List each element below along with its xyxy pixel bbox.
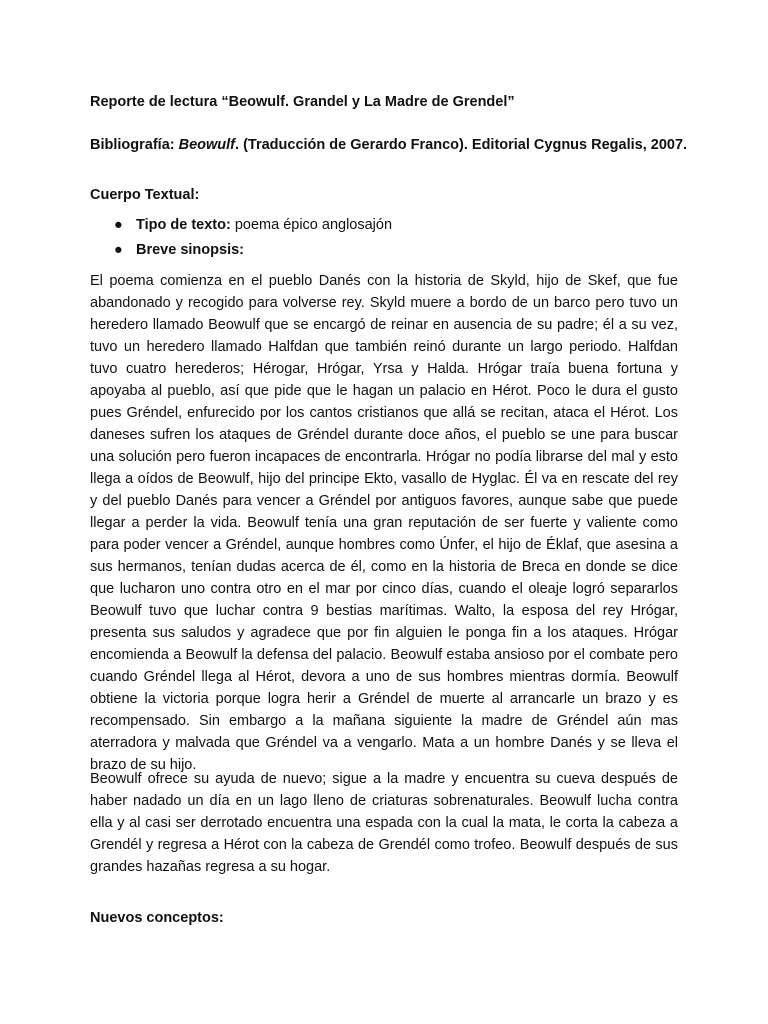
bullet-dot-icon: ● [114, 242, 123, 258]
bullet-dot-icon: ● [114, 217, 123, 233]
bullet-label: Breve sinopsis: [136, 242, 244, 258]
bibliography-details: . (Traducción de Gerardo Franco). Editorial Cygnus Regalis, 2007. [235, 137, 688, 153]
bibliography-line [90, 137, 687, 153]
bibliography-book-title: Beowulf [178, 137, 236, 153]
bibliography-label: Bibliografía: [90, 137, 175, 153]
document-title: Reporte de lectura “Beowulf. Grandel y La Madre de Grendel” [90, 94, 515, 110]
bullet-item-breve-sinopsis [90, 241, 392, 266]
synopsis-paragraph-1: El poema comienza en el pueblo Danés con la historia de Skyld, hijo de Skef, que fue abandonado y recogido para volverse rey. Skyld muere a bordo de un barco pero tuvo un heredero llamado Beowulf que se encargó de reinar en ausencia de su padre; él a su vez, tuvo un heredero llamado Halfdan que también reinó durante un largo periodo. Halfdan tuvo cuatro herederos; Hérogar, Hrógar, Yrsa y Halda. Hrógar traía buena fortuna y apoyaba al pueblo, así que pide que le hagan un palacio en Hérot. Poco le dura el gusto pues Gréndel, enfurecido por los cantos cristianos que allá se recitan, ataca el Hérot. Los daneses sufren los ataques de Gréndel durante doce años, el pueblo se une para buscar una solución pero fueron incapaces de encontrarla. Hrógar no podía librarse del mal y esto llega a oídos de Beowulf, hijo del principe Ekto, vasallo de Hyglac. Él va en rescate del rey y del pueblo Danés para vencer a Gréndel por antiguos favores, aunque sabe que puede llegar a perder la vida. Beowulf tenía una gran reputación de ser fuerte y valiente como para poder vencer a Gréndel, aunque hombres como Únfer, el hijo de Éklaf, que asesina a sus hermanos, tenían dudas acerca de él, como en la historia de Breca en donde se dice que lucharon uno contra otro en el mar por cinco días, cuando el oleaje logró separarlos Beowulf tuvo que luchar contra 9 bestias marítimas. Walto, la esposa del rey Hrógar, presenta sus saludos y agradece que por fin alguien le ponga fin a los ataques. Hrógar encomienda a Beowulf la defensa del palacio. Beowulf estaba ansioso por el combate pero cuando Gréndel llega al Hérot, devora a uno de sus hombres mientras dormía. Beowulf obtiene la victoria porque logra herir a Gréndel de muerte al arrancarle un brazo y es recompensado. Sin embargo a la mañana siguiente la madre de Gréndel aún mas aterradora y malvada que Gréndel va a vengarlo. Mata a un hombre Danés y se lleva el brazo de su hijo. [90, 273, 678, 773]
new-concepts-heading: Nuevos conceptos: [90, 910, 224, 926]
bullet-item-tipo-de-texto [90, 216, 392, 241]
bullet-list [90, 216, 392, 266]
bullet-value: poema épico anglosajón [234, 217, 393, 233]
section-heading: Cuerpo Textual: [90, 187, 200, 203]
synopsis-paragraph-2: Beowulf ofrece su ayuda de nuevo; sigue a la madre y encuentra su cueva después de haber nadado un día en un lago lleno de criaturas sobrenaturales. Beowulf lucha contra ella y al casi ser derrotado encuentra una espada con la cual la mata, le corta la cabeza a Grendél y regresa a Hérot con la cabeza de Grendél como trofeo. Beowulf después de sus grandes hazañas regresa a su hogar. [90, 771, 678, 875]
bullet-label: Tipo de texto: [136, 217, 231, 233]
